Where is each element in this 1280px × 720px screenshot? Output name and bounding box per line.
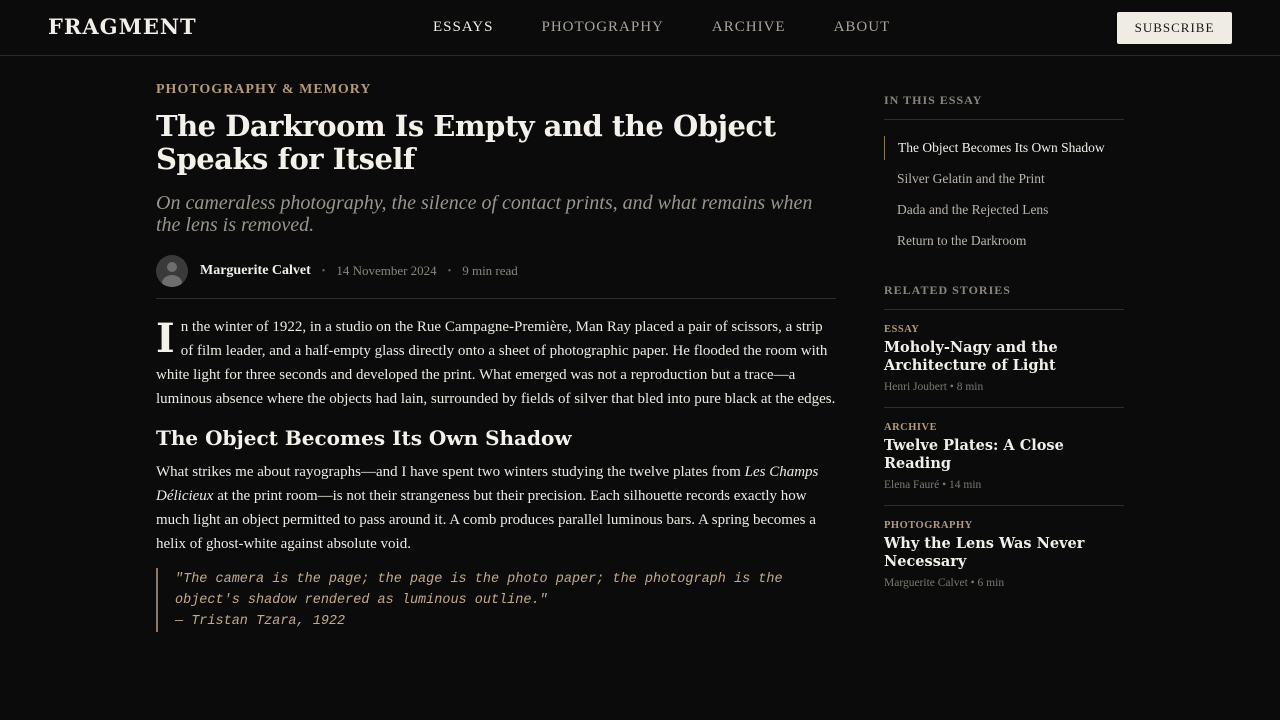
- intro-paragraph: [156, 315, 836, 411]
- top-navigation-bar: [0, 0, 1280, 56]
- nav-item-archive[interactable]: ARCHIVE: [711, 19, 786, 35]
- toc-item[interactable]: Dada and the Rejected Lens: [897, 202, 1049, 217]
- subscribe-button[interactable]: SUBSCRIBE: [1117, 12, 1232, 44]
- story-title[interactable]: Twelve Plates: A Close Reading: [884, 437, 1064, 472]
- sidebar: [884, 93, 1124, 603]
- related-heading: RELATED STORIES: [884, 283, 1124, 310]
- story-tag: ARCHIVE: [884, 422, 938, 433]
- story-meta: Marguerite Calvet • 6 min: [884, 577, 1005, 589]
- article-subtitle: On cameraless photography, the silence of contact prints, and what remains when the lens is removed.: [156, 192, 813, 236]
- intro-text: n the winter of 1922, in a studio on the Rue Campagne-Première, Man Ray placed a pair of scissors, a strip of film leader, and a half-empty glass directly onto a sheet of photographic paper. He flooded the room with white light for three seconds and developed the print. What emerged was not a reproduction but a trace—a luminous absence where the objects had lain, surrounded by fields of silver that bled into pure black at the edges.: [156, 319, 836, 407]
- table-of-contents: [884, 136, 1124, 253]
- toc-item[interactable]: The Object Becomes Its Own Shadow: [884, 136, 1124, 160]
- quote-text: "The camera is the page; the page is the photo paper; the photograph is the object's shadow rendered as luminous outline.": [175, 572, 783, 608]
- separator-dot: •: [447, 265, 452, 277]
- nav-item-photography[interactable]: PHOTOGRAPHY: [541, 19, 664, 35]
- quote-attribution: — Tristan Tzara, 1922: [175, 614, 346, 629]
- main-nav: [433, 19, 890, 36]
- body-paragraph: [156, 460, 836, 556]
- story-tag: ESSAY: [884, 324, 920, 335]
- read-time: 9 min read: [462, 263, 518, 278]
- author-name[interactable]: Marguerite Calvet: [200, 263, 311, 278]
- work-title: Les Champs Délicieux: [156, 464, 819, 504]
- drop-cap: I: [156, 315, 175, 362]
- section-heading: The Object Becomes Its Own Shadow: [156, 426, 572, 450]
- related-stories: [884, 310, 1124, 603]
- publish-date: 14 November 2024: [336, 263, 437, 278]
- nav-item-about[interactable]: ABOUT: [833, 19, 891, 35]
- byline: [156, 254, 836, 288]
- related-story[interactable]: [884, 408, 1124, 506]
- nav-item-essays[interactable]: ESSAYS: [433, 19, 494, 35]
- article-title: The Darkroom Is Empty and the Object Speaks for Itself: [156, 109, 776, 176]
- divider: [156, 298, 836, 299]
- pull-quote: [156, 568, 836, 632]
- paragraph-text: What strikes me about rayographs—and I have spent two winters studying the twelve plates from: [156, 464, 745, 480]
- story-meta: Elena Fauré • 14 min: [884, 479, 982, 491]
- story-tag: PHOTOGRAPHY: [884, 520, 973, 531]
- toc-item[interactable]: Silver Gelatin and the Print: [897, 171, 1045, 186]
- story-title[interactable]: Moholy-Nagy and the Architecture of Light: [884, 339, 1058, 374]
- article-kicker[interactable]: PHOTOGRAPHY & MEMORY: [156, 82, 372, 97]
- toc-item[interactable]: Return to the Darkroom: [897, 233, 1027, 248]
- site-logo[interactable]: FRAGMENT: [48, 14, 197, 39]
- story-meta: Henri Joubert • 8 min: [884, 381, 984, 393]
- article-body: [156, 315, 836, 632]
- related-story[interactable]: [884, 506, 1124, 603]
- toc-heading: IN THIS ESSAY: [884, 93, 1124, 120]
- author-avatar-icon[interactable]: [156, 255, 188, 287]
- separator-dot: •: [321, 265, 326, 277]
- story-title[interactable]: Why the Lens Was Never Necessary: [884, 535, 1085, 570]
- article: [156, 82, 836, 632]
- paragraph-text: at the print room—is not their strangeness but their precision. Each silhouette records exactly how much light an object permitted to pass around it. A comb produces parallel luminous bars. A spring becomes a helix of ghost-white against absolute void.: [156, 488, 816, 552]
- related-story[interactable]: [884, 310, 1124, 408]
